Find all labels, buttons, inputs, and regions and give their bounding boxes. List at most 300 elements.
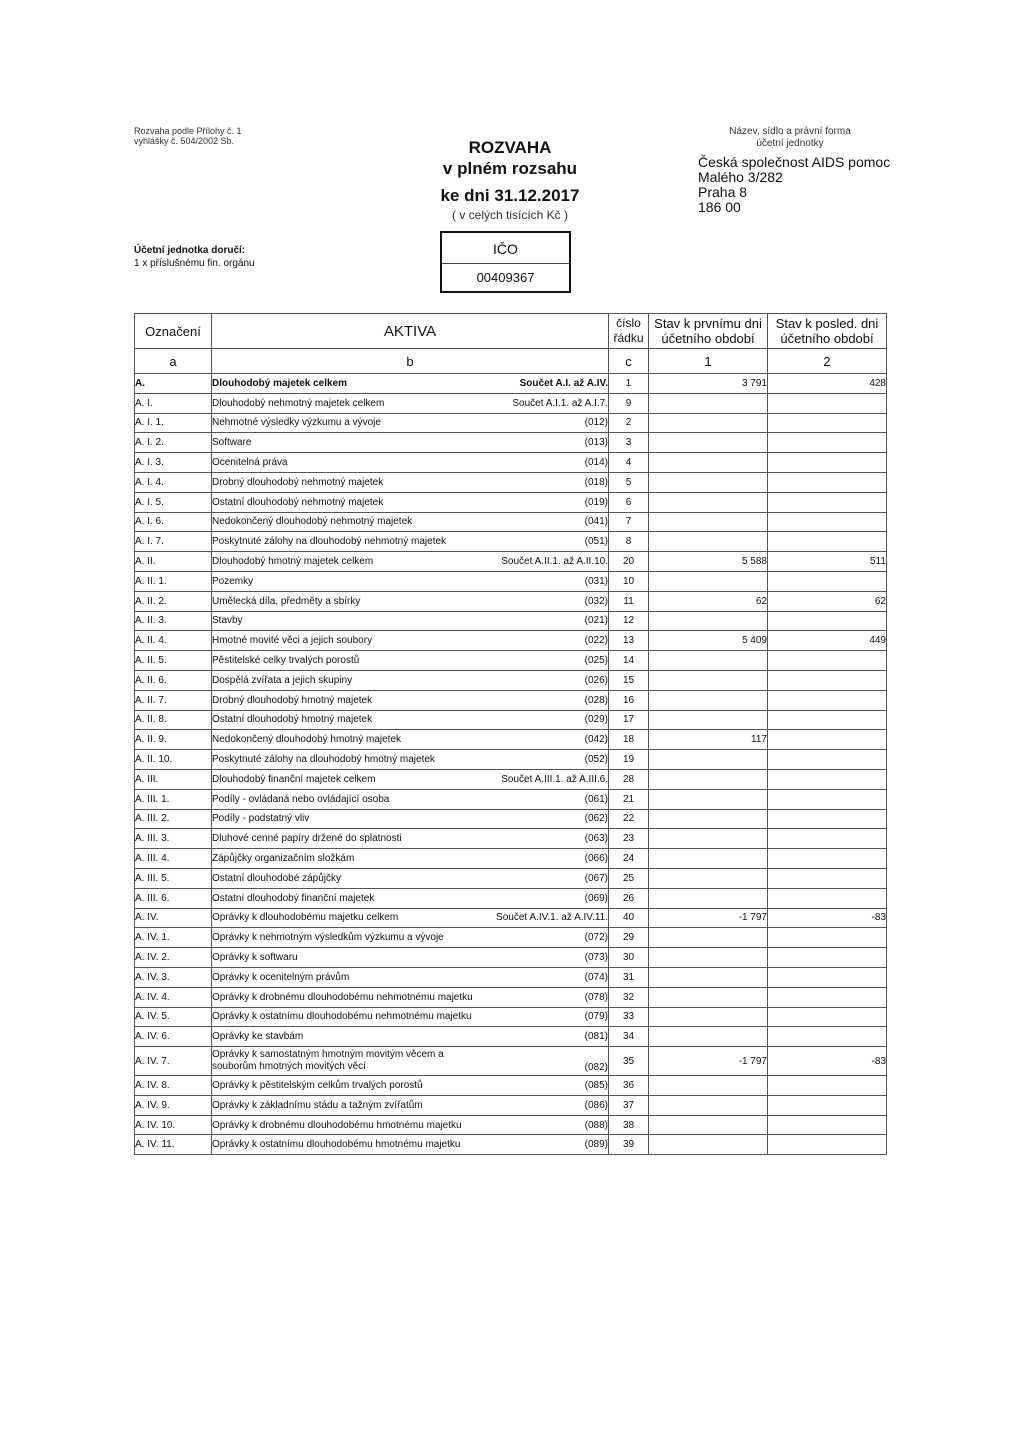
row-description: Nehmotné výsledky výzkumu a vývoje	[212, 417, 381, 429]
row-value-last-day	[768, 611, 887, 631]
row-account-code: (073)	[584, 952, 608, 963]
row-number: 8	[609, 532, 649, 552]
entity-label	[690, 126, 890, 150]
table-header-row	[135, 314, 887, 349]
row-value-last-day	[768, 888, 887, 908]
row-oznaceni: A. III. 6.	[135, 888, 212, 908]
row-value-first-day	[649, 868, 768, 888]
row-value-first-day	[649, 1115, 768, 1135]
row-oznaceni: A. II. 9.	[135, 730, 212, 750]
col-header-first-day-line1: Stav k prvnímu dni	[654, 316, 762, 331]
row-account-code: (086)	[584, 1099, 608, 1111]
row-oznaceni: A. III. 3.	[135, 829, 212, 849]
row-account-code: (082)	[584, 1062, 608, 1074]
row-number: 32	[609, 987, 649, 1007]
letter-a: a	[135, 349, 212, 374]
table-row	[135, 730, 887, 750]
table-row	[135, 512, 887, 532]
table-row	[135, 453, 887, 473]
row-number: 12	[609, 611, 649, 631]
col-header-last-day-line1: Stav k posled. dni	[775, 316, 879, 331]
entity-street: Malého 3/282	[698, 169, 783, 185]
document-title: ROZVAHA	[468, 138, 552, 157]
row-oznaceni: A. I. 4.	[135, 472, 212, 492]
row-description: Dlouhodobý nehmotný majetek celkem	[212, 397, 385, 409]
row-value-last-day	[768, 1027, 887, 1047]
row-value-last-day	[768, 1076, 887, 1096]
row-description-cell	[212, 1007, 609, 1027]
row-value-first-day	[649, 928, 768, 948]
row-account-code: (025)	[584, 655, 608, 667]
row-value-first-day	[649, 1027, 768, 1047]
table-row	[135, 552, 887, 572]
row-value-last-day	[768, 750, 887, 770]
row-value-first-day	[649, 472, 768, 492]
row-description-cell	[212, 631, 609, 651]
row-oznaceni: A. I. 3.	[135, 453, 212, 473]
row-value-last-day: 62	[768, 591, 887, 611]
row-description-cell	[212, 1076, 609, 1096]
document-subtitle: v plném rozsahu	[442, 159, 578, 178]
row-description-cell	[212, 433, 609, 453]
letter-c: c	[609, 349, 649, 374]
row-account-code: (032)	[584, 595, 608, 607]
row-value-first-day	[649, 393, 768, 413]
row-description: Ostatní dlouhodobý hmotný majetek	[212, 714, 373, 726]
row-oznaceni: A. II. 3.	[135, 611, 212, 631]
table-row	[135, 1027, 887, 1047]
row-description: Poskytnuté zálohy na dlouhodobý nehmotný majetek	[212, 536, 447, 548]
row-value-first-day	[649, 532, 768, 552]
row-description: Oprávky k softwaru	[212, 952, 298, 963]
row-oznaceni: A. IV. 4.	[135, 987, 212, 1007]
row-oznaceni: A. I. 1.	[135, 413, 212, 433]
row-account-code: (067)	[584, 872, 608, 884]
row-description: Pěstitelské celky trvalých porostů	[212, 655, 360, 667]
row-description-cell	[212, 789, 609, 809]
row-value-first-day: -1 797	[649, 1047, 768, 1076]
row-value-last-day	[768, 453, 887, 473]
row-number: 37	[609, 1095, 649, 1115]
row-value-last-day	[768, 928, 887, 948]
row-value-first-day	[649, 769, 768, 789]
row-description-cell	[212, 1095, 609, 1115]
row-description: Pozemky	[212, 575, 254, 587]
row-oznaceni: A. IV. 6.	[135, 1027, 212, 1047]
row-value-last-day: 511	[768, 552, 887, 572]
row-description-cell	[212, 413, 609, 433]
table-row	[135, 710, 887, 730]
table-row	[135, 1095, 887, 1115]
row-value-first-day	[649, 651, 768, 671]
row-description-cell	[212, 888, 609, 908]
table-row	[135, 651, 887, 671]
row-description: Umělecká díla, předměty a sbírky	[212, 595, 361, 607]
table-row	[135, 492, 887, 512]
row-account-code: Součet A.I.1. až A.I.7.	[512, 397, 608, 409]
row-description: Ostatní dlouhodobé zápůjčky	[212, 872, 341, 884]
row-value-first-day	[649, 1007, 768, 1027]
row-value-first-day	[649, 948, 768, 968]
row-description-cell	[212, 908, 609, 928]
row-value-last-day	[768, 948, 887, 968]
row-value-first-day	[649, 453, 768, 473]
row-account-code: (088)	[584, 1119, 608, 1131]
row-oznaceni: A. I.	[135, 393, 212, 413]
row-value-first-day	[649, 1076, 768, 1096]
row-account-code: Součet A.II.1. až A.II.10.	[501, 556, 608, 568]
row-description-cell	[212, 552, 609, 572]
row-number: 19	[609, 750, 649, 770]
table-row	[135, 888, 887, 908]
col-header-cislo	[609, 314, 649, 349]
col-header-oznaceni: Označení	[135, 314, 212, 349]
row-oznaceni: A. II. 7.	[135, 690, 212, 710]
row-account-code: (022)	[584, 635, 608, 647]
document-date: ke dni 31.12.2017	[440, 186, 580, 205]
row-oznaceni: A. II. 5.	[135, 651, 212, 671]
table-row	[135, 987, 887, 1007]
row-account-code: (079)	[584, 1011, 608, 1023]
row-oznaceni: A. IV. 8.	[135, 1076, 212, 1096]
row-oznaceni: A. II. 8.	[135, 710, 212, 730]
row-number: 11	[609, 591, 649, 611]
row-value-last-day	[768, 1095, 887, 1115]
row-value-last-day	[768, 769, 887, 789]
row-number: 25	[609, 868, 649, 888]
row-number: 28	[609, 769, 649, 789]
row-account-code: (029)	[584, 714, 608, 726]
row-value-last-day	[768, 710, 887, 730]
table-row	[135, 374, 887, 394]
entity-label-line2: účetní jednotky	[756, 138, 824, 149]
row-description: Ostatní dlouhodobý finanční majetek	[212, 892, 375, 904]
row-description-cell	[212, 829, 609, 849]
table-row	[135, 571, 887, 591]
table-body	[135, 374, 887, 1155]
row-number: 5	[609, 472, 649, 492]
row-description-cell	[212, 730, 609, 750]
row-description: Oprávky k nehmotným výsledkům výzkumu a vývoje	[212, 932, 444, 944]
row-value-last-day: 428	[768, 374, 887, 394]
row-description: Oprávky k dlouhodobému majetku celkem	[212, 912, 399, 924]
row-description: Poskytnuté zálohy na dlouhodobý hmotný majetek	[212, 754, 435, 766]
row-number: 34	[609, 1027, 649, 1047]
row-account-code: (042)	[584, 734, 608, 746]
row-number: 7	[609, 512, 649, 532]
row-description: Ostatní dlouhodobý nehmotný majetek	[212, 496, 384, 508]
row-value-last-day	[768, 987, 887, 1007]
letter-2: 2	[768, 349, 887, 374]
row-value-last-day: -83	[768, 1047, 887, 1076]
row-description-cell	[212, 472, 609, 492]
row-account-code: Součet A.IV.1. až A.IV.11.	[496, 912, 608, 924]
table-row	[135, 1047, 887, 1076]
row-oznaceni: A. II. 6.	[135, 670, 212, 690]
row-account-code: (062)	[584, 813, 608, 825]
row-oznaceni: A. II. 10.	[135, 750, 212, 770]
table-row	[135, 908, 887, 928]
table-row	[135, 393, 887, 413]
entity-name: Česká společnost AIDS pomoc	[698, 154, 891, 170]
row-number: 26	[609, 888, 649, 908]
row-oznaceni: A. II. 1.	[135, 571, 212, 591]
row-number: 30	[609, 948, 649, 968]
form-reference-line2: vyhlášky č. 504/2002 Sb.	[134, 136, 235, 146]
col-header-aktiva: AKTIVA	[212, 314, 609, 349]
table-row	[135, 532, 887, 552]
row-account-code: Součet A.I. až A.IV.	[519, 377, 608, 389]
row-description: Oprávky k ostatnímu dlouhodobému nehmotnému majetku	[212, 1011, 472, 1023]
row-description-cell	[212, 710, 609, 730]
row-description-cell	[212, 393, 609, 413]
table-row	[135, 967, 887, 987]
row-value-first-day	[649, 512, 768, 532]
row-value-first-day	[649, 789, 768, 809]
table-row	[135, 829, 887, 849]
row-number: 33	[609, 1007, 649, 1027]
row-description: Zápůjčky organizačním složkám	[212, 853, 355, 865]
row-value-last-day	[768, 433, 887, 453]
col-header-last-day-line2: účetního období	[780, 331, 874, 346]
row-oznaceni: A. IV. 3.	[135, 967, 212, 987]
row-account-code: (051)	[584, 536, 608, 548]
row-description-cell	[212, 651, 609, 671]
row-account-code: (028)	[584, 694, 608, 706]
row-number: 23	[609, 829, 649, 849]
row-number: 40	[609, 908, 649, 928]
row-account-code: (089)	[584, 1139, 608, 1151]
row-description-cell	[212, 868, 609, 888]
row-description-cell	[212, 374, 609, 394]
row-description-cell	[212, 1027, 609, 1047]
row-value-first-day	[649, 492, 768, 512]
delivery-note	[134, 244, 255, 270]
row-account-code: (078)	[584, 991, 608, 1003]
table-row	[135, 670, 887, 690]
col-header-last-day	[768, 314, 887, 349]
row-description: Nedokončený dlouhodobý hmotný majetek	[212, 734, 402, 746]
row-description-cell	[212, 571, 609, 591]
row-number: 17	[609, 710, 649, 730]
row-description: Dospělá zvířata a jejich skupiny	[212, 674, 353, 686]
row-value-first-day	[649, 829, 768, 849]
row-number: 31	[609, 967, 649, 987]
row-description: Oprávky k pěstitelským celkům trvalých porostů	[212, 1079, 423, 1091]
row-value-first-day: 117	[649, 730, 768, 750]
row-description-cell	[212, 670, 609, 690]
form-reference-line1: Rozvaha podle Přílohy č. 1	[134, 126, 242, 136]
row-oznaceni: A. II.	[135, 552, 212, 572]
letter-1: 1	[649, 349, 768, 374]
row-description: Drobný dlouhodobý nehmotný majetek	[212, 476, 384, 488]
row-number: 6	[609, 492, 649, 512]
row-account-code: (031)	[584, 575, 608, 587]
row-value-last-day	[768, 670, 887, 690]
row-account-code: (074)	[584, 971, 608, 983]
row-value-last-day	[768, 849, 887, 869]
row-description: Drobný dlouhodobý hmotný majetek	[212, 694, 373, 706]
row-number: 20	[609, 552, 649, 572]
table-row	[135, 948, 887, 968]
row-description-cell	[212, 987, 609, 1007]
row-oznaceni: A. III. 2.	[135, 809, 212, 829]
row-value-last-day	[768, 868, 887, 888]
row-value-first-day	[649, 413, 768, 433]
row-description-cell	[212, 809, 609, 829]
document-title-block	[420, 137, 600, 223]
row-oznaceni: A. IV. 1.	[135, 928, 212, 948]
row-number: 39	[609, 1135, 649, 1155]
row-description-cell	[212, 690, 609, 710]
row-value-last-day	[768, 492, 887, 512]
row-value-last-day	[768, 472, 887, 492]
row-account-code: (013)	[584, 437, 608, 449]
row-description-cell	[212, 591, 609, 611]
row-value-first-day	[649, 670, 768, 690]
row-description: Oprávky k ocenitelným právům	[212, 971, 350, 983]
row-value-first-day: 62	[649, 591, 768, 611]
row-value-first-day	[649, 849, 768, 869]
row-number: 9	[609, 393, 649, 413]
col-header-cislo-line1: číslo	[616, 316, 641, 330]
row-description: Hmotné movité věci a jejich soubory	[212, 635, 373, 647]
row-oznaceni: A.	[135, 374, 212, 394]
row-value-last-day	[768, 571, 887, 591]
row-account-code: (085)	[584, 1079, 608, 1091]
row-account-code: (014)	[584, 457, 608, 469]
table-row	[135, 849, 887, 869]
letter-b: b	[212, 349, 609, 374]
row-description-cell	[212, 1135, 609, 1155]
row-description-cell	[212, 849, 609, 869]
table-row	[135, 1135, 887, 1155]
row-number: 15	[609, 670, 649, 690]
row-description: Dlouhodobý hmotný majetek celkem	[212, 556, 374, 568]
table-row	[135, 769, 887, 789]
row-account-code: (019)	[584, 496, 608, 508]
row-number: 3	[609, 433, 649, 453]
row-value-last-day	[768, 809, 887, 829]
table-row	[135, 591, 887, 611]
row-oznaceni: A. II. 2.	[135, 591, 212, 611]
table-row	[135, 433, 887, 453]
row-account-code: (018)	[584, 476, 608, 488]
row-oznaceni: A. IV. 5.	[135, 1007, 212, 1027]
row-description: Nedokončený dlouhodobý nehmotný majetek	[212, 516, 413, 528]
table-row	[135, 928, 887, 948]
table-row	[135, 1115, 887, 1135]
row-number: 24	[609, 849, 649, 869]
row-description: Ocenitelná práva	[212, 457, 288, 469]
row-description-cell	[212, 928, 609, 948]
row-description: Dluhové cenné papíry držené do splatnosti	[212, 833, 402, 845]
row-value-first-day	[649, 750, 768, 770]
row-value-first-day: 5 409	[649, 631, 768, 651]
row-account-code: (081)	[584, 1031, 608, 1043]
row-description-cell	[212, 611, 609, 631]
table-row	[135, 868, 887, 888]
row-account-code: (066)	[584, 853, 608, 865]
row-value-last-day	[768, 730, 887, 750]
ico-box	[440, 231, 571, 293]
row-value-last-day	[768, 1007, 887, 1027]
entity-zip: 186 00	[698, 199, 741, 215]
row-description-cell	[212, 532, 609, 552]
row-description-cell	[212, 769, 609, 789]
row-oznaceni: A. I. 7.	[135, 532, 212, 552]
col-header-cislo-line2: řádku	[613, 331, 644, 345]
row-value-first-day	[649, 1095, 768, 1115]
row-number: 10	[609, 571, 649, 591]
row-value-first-day	[649, 710, 768, 730]
row-number: 1	[609, 374, 649, 394]
row-value-last-day	[768, 413, 887, 433]
row-account-code: (063)	[584, 833, 608, 845]
row-value-first-day	[649, 611, 768, 631]
row-description-cell	[212, 948, 609, 968]
row-account-code: (061)	[584, 793, 608, 805]
row-description: Dlouhodobý finanční majetek celkem	[212, 773, 376, 785]
table-row	[135, 1007, 887, 1027]
row-number: 38	[609, 1115, 649, 1135]
row-account-code: (052)	[584, 754, 608, 766]
row-description: Oprávky ke stavbám	[212, 1031, 304, 1043]
row-value-last-day: 449	[768, 631, 887, 651]
table-row	[135, 750, 887, 770]
table-row	[135, 413, 887, 433]
table-row	[135, 789, 887, 809]
row-description-cell	[212, 1115, 609, 1135]
row-value-last-day	[768, 1115, 887, 1135]
entity-city: Praha 8	[698, 184, 748, 200]
row-oznaceni: A. III. 4.	[135, 849, 212, 869]
col-header-first-day	[649, 314, 768, 349]
row-oznaceni: A. I. 2.	[135, 433, 212, 453]
row-value-first-day: 3 791	[649, 374, 768, 394]
row-value-last-day: -83	[768, 908, 887, 928]
row-value-last-day	[768, 967, 887, 987]
row-oznaceni: A. IV. 2.	[135, 948, 212, 968]
row-description-cell	[212, 492, 609, 512]
row-account-code: (069)	[584, 892, 608, 904]
row-value-last-day	[768, 532, 887, 552]
row-value-last-day	[768, 829, 887, 849]
row-oznaceni: A. IV. 10.	[135, 1115, 212, 1135]
row-number: 14	[609, 651, 649, 671]
row-value-first-day	[649, 888, 768, 908]
table-row	[135, 472, 887, 492]
row-number: 21	[609, 789, 649, 809]
row-value-first-day	[649, 1135, 768, 1155]
table-letter-row	[135, 349, 887, 374]
row-description: Podíly - podstatný vliv	[212, 813, 310, 825]
delivery-label: Účetní jednotka doručí:	[134, 245, 246, 256]
row-number: 13	[609, 631, 649, 651]
row-number: 2	[609, 413, 649, 433]
row-account-code: (021)	[584, 615, 608, 627]
row-description: Dlouhodobý majetek celkem	[212, 377, 348, 389]
row-value-last-day	[768, 393, 887, 413]
row-number: 36	[609, 1076, 649, 1096]
row-value-first-day	[649, 967, 768, 987]
row-number: 18	[609, 730, 649, 750]
row-number: 35	[609, 1047, 649, 1076]
entity-label-line1: Název, sídlo a právní forma	[729, 126, 851, 137]
row-oznaceni: A. I. 6.	[135, 512, 212, 532]
row-value-first-day	[649, 571, 768, 591]
row-description-cell	[212, 512, 609, 532]
